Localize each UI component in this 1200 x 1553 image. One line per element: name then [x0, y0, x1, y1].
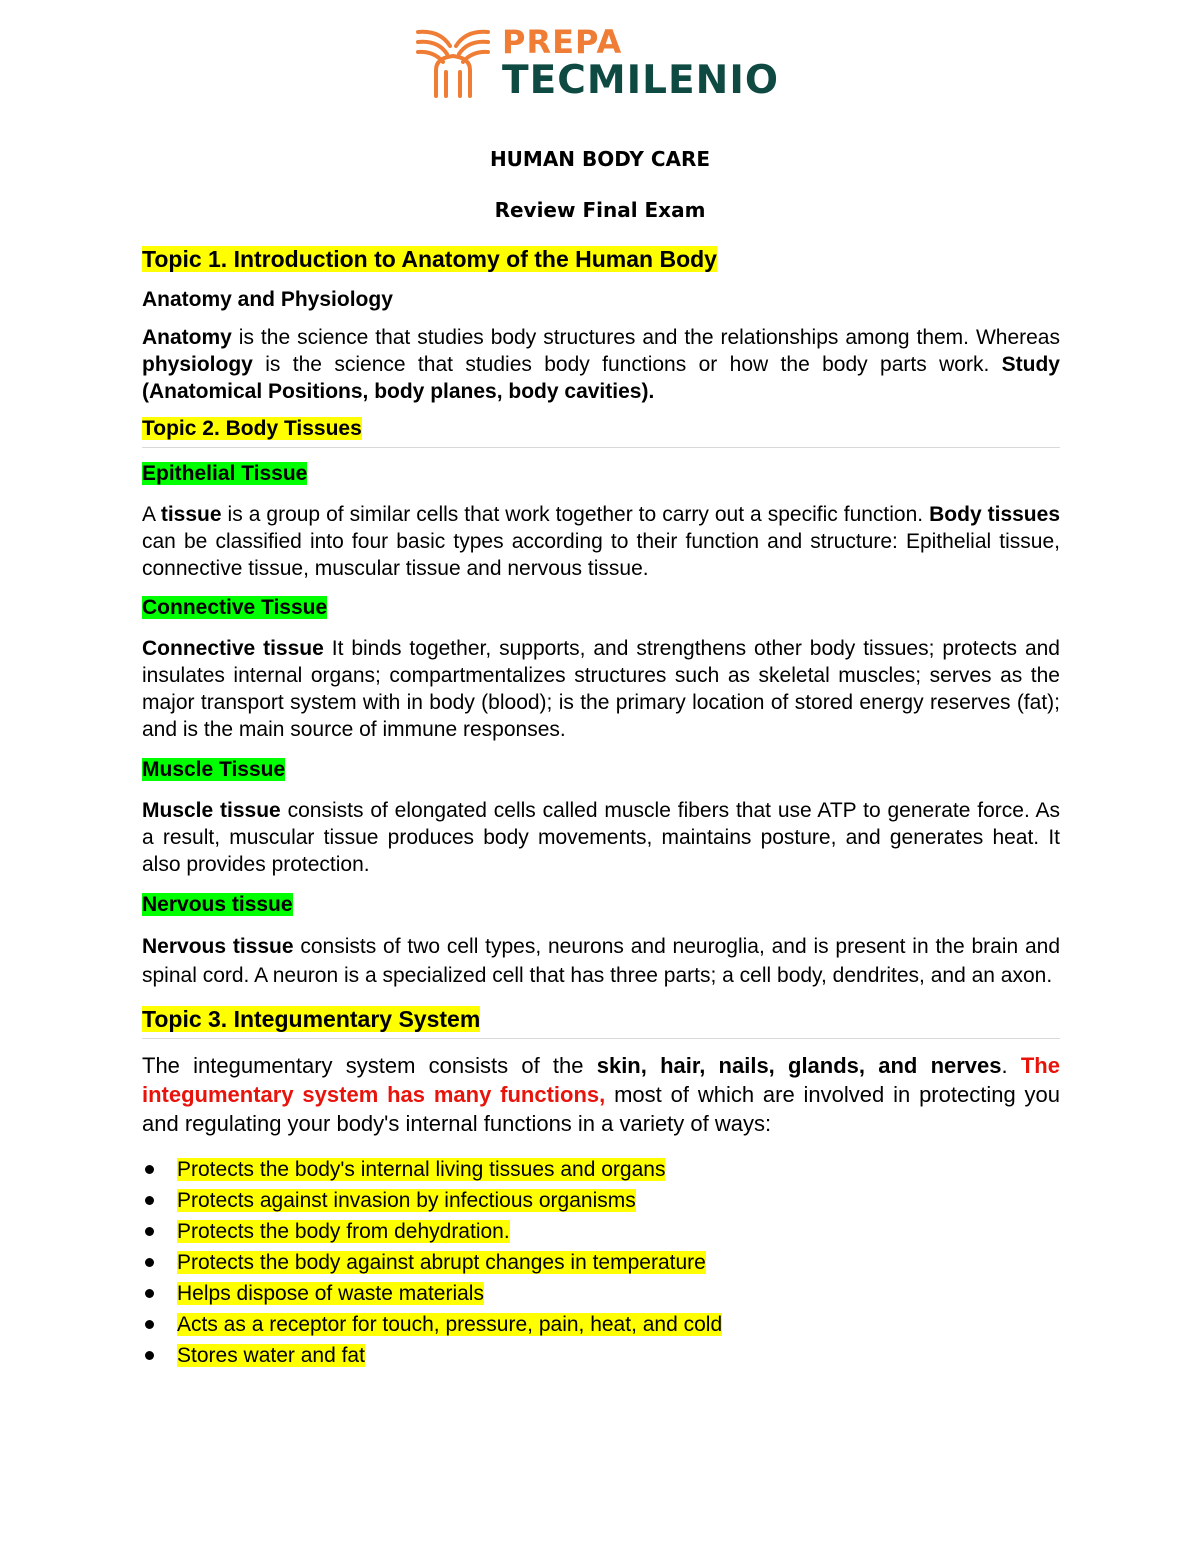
divider [142, 1038, 1060, 1039]
logo [414, 23, 779, 103]
muscle-paragraph: Muscle tissue consists of elongated cells called muscle fibers that use ATP to generate force. As a result, muscular tissue produces body movements, maintains posture, and generates heat. It also provides protection. [142, 799, 1060, 876]
topic2-heading: Topic 2. Body Tissues [142, 417, 362, 440]
list-item: Protects the body from dehydration. [142, 1216, 1060, 1247]
topic1-paragraph: Anatomy is the science that studies body structures and the relationships among them. Whereas physiology is the science that studies body functions or how the body parts work. Study (Anatomical Positions, body planes, body cavities). [142, 326, 1060, 403]
document-body [142, 244, 1060, 1371]
list-item: Protects against invasion by infectious organisms [142, 1185, 1060, 1216]
topic1-subheading: Anatomy and Physiology [142, 288, 393, 311]
list-item: Protects the body's internal living tissues and organs [142, 1154, 1060, 1185]
epithelial-heading: Epithelial Tissue [142, 462, 308, 485]
wheat-arch-logo-icon [414, 26, 492, 100]
connective-paragraph: Connective tissue It binds together, supports, and strengthens other body tissues; protects and insulates internal organs; compartmentalizes structures such as skeletal muscles; serves as the major transport system with in body (blood); is the primary location of stored energy reserves (fat); and is the main source of immune responses. [142, 637, 1060, 741]
document-subtitle: Review Final Exam [494, 198, 706, 222]
list-item: Helps dispose of waste materials [142, 1278, 1060, 1309]
list-item: Acts as a receptor for touch, pressure, pain, heat, and cold [142, 1309, 1060, 1340]
list-item: Stores water and fat [142, 1340, 1060, 1371]
topic3-paragraph: The integumentary system consists of the skin, hair, nails, glands, and nerves. The integumentary system has many functions, most of which are involved in protecting you and regulating your body's internal functions in a variety of ways: [142, 1053, 1060, 1136]
topic3-heading: Topic 3. Integumentary System [142, 1006, 481, 1032]
nervous-heading: Nervous tissue [142, 893, 293, 916]
muscle-heading: Muscle Tissue [142, 758, 286, 781]
document-title: HUMAN BODY CARE [489, 147, 711, 171]
logo-line2: TECMILENIO [502, 58, 779, 103]
nervous-paragraph: Nervous tissue consists of two cell types, neurons and neuroglia, and is present in the brain and spinal cord. A neuron is a specialized cell that has three parts; a cell body, dendrites, and an axon. [142, 935, 1060, 987]
divider [142, 447, 1060, 448]
list-item: Protects the body against abrupt changes in temperature [142, 1247, 1060, 1278]
function-list [142, 1154, 1060, 1371]
topic1-heading: Topic 1. Introduction to Anatomy of the Human Body [142, 246, 717, 272]
connective-heading: Connective Tissue [142, 596, 328, 619]
epithelial-paragraph: A tissue is a group of similar cells that work together to carry out a specific function. Body tissues can be classified into four basic types according to their function and structure: Epithelial tissue, connective tissue, muscular tissue and nervous tissue. [142, 503, 1060, 580]
logo-line1: PREPA [502, 23, 623, 61]
